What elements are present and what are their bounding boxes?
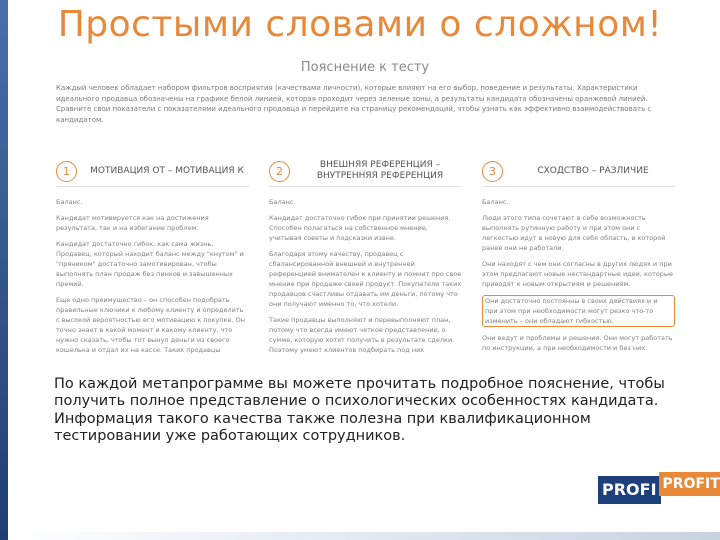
overlay-paragraph: По каждой метапрограмме вы можете прочитать подробное пояснение, чтобы получить полное представление о психологических особенностях кандидата. [54,376,665,410]
column-title: ВНЕШНЯЯ РЕФЕРЕНЦИЯ – ВНУТРЕННЯЯ РЕФЕРЕНЦИЯ [316,160,444,181]
column-number: 1 [56,161,77,182]
column-paragraph: Кандидат мотивируется как на достижения результата, так и на избегание проблем. [56,214,209,232]
profi-profit-logo [598,476,720,504]
column-header [482,156,675,187]
slide-title: Простыми словами о сложном! [57,4,663,45]
column-header [56,156,249,187]
column-header [269,156,462,187]
column-paragraph: Баланс. [269,198,296,206]
logo-profit: PROFIT [659,472,720,496]
test-explanation-document [50,58,680,368]
overlay-caption [54,376,694,446]
column-paragraph: Еще одно преимущество – он способен подобрать правильные ключики к любому клиенту и определить с высокой вероятностью его мотивацию к покупке. Он точно знает в какой момент и какому клиенту, что нужно сказать, чтобы тот вынул деньги из своего кошелька и отдал их на кассе. Таких продавцы [56,296,245,354]
column-paragraph-highlighted: Они достаточно постоянны в своих действиях и и при этом при необходимости могут резко что-то изменить – они обладают гибкостью. [482,295,675,327]
column-body [269,197,462,355]
left-accent-bar [0,0,8,540]
column-paragraph: Кандидат достаточно гибок при принятии решения. Способен полагаться на собственное мнение, учитывая советы и подсказки извне. [269,214,451,242]
column-number: 3 [482,161,503,182]
column-paragraph: Баланс. [482,198,509,206]
logo-profi: PROFI [598,476,661,504]
column-body [482,197,675,353]
column-title: СХОДСТВО – РАЗЛИЧИЕ [537,165,649,176]
column-paragraph: Они находят с чем они согласны в других людях и при этом предлагают новые нестандартные идеи, которые приводят к новым открытиям и решениям. [482,260,673,288]
column-motivation [56,156,249,361]
column-title: МОТИВАЦИЯ ОТ – МОТИВАЦИЯ К [90,165,244,176]
column-paragraph: Они ведут и проблемы и решения. Они могут работать по инструкции, а при необходимости и без них. [482,334,673,352]
overlay-paragraph: Информация такого качества также полезна при квалификационном тестировании уже работающих сотрудников. [54,410,591,445]
column-reference [269,156,462,361]
column-paragraph: Баланс. [56,198,83,206]
column-paragraph: Благодаря этому качеству, продавец с сбалансированной внешней и внутренней референцией внимателен к клиенту и помнит про свое мнение при продаже своей продукт. Покупатели таких продавцов счастливы отдавать им деньги, потому что они получают именно то, что хотели. [269,250,462,308]
column-paragraph: Такие продавцы выполняют и перевыполняют план, потому что всегда имеют четкое представление, о сумме, которую хотят получить в результате сделки. Поэтому умеют клиентов подбирать под них [269,316,455,354]
doc-heading: Пояснение к тесту [300,60,430,75]
bottom-decor-line [8,532,720,540]
column-number: 2 [269,161,290,182]
column-body [56,197,249,355]
column-similarity [482,156,675,361]
doc-intro: Каждый человек обладает набором фильтров восприятия (качествами личности), которые влияют на его выбор, поведение и результаты. Характеристики идеального продавца обозначены на графике белой линией, которая проходит через зеленые зоны, а результаты кандидата обозначены оранжевой линией. Сравните свои показатели с показателями идеального продавца и перейдите на страницу рекомендаций, чтобы узнать как эффективно взаимодействовать с кандидатом. [56,84,652,124]
column-paragraph: Люди этого типа сочетают в себе возможность выполнять рутинную работу и при этом они с легкостью идут в новую для себя область, в которой ранее они не работали. [482,214,666,252]
column-paragraph: Кандидат достаточно гибок, как сама жизнь. Продавец, который находит баланс между "кнутом" и "пряником" достаточно замотивирован, чтобы выполнять план продаж без пинков и завышенных премий. [56,240,244,288]
metaprogram-columns [56,156,676,361]
